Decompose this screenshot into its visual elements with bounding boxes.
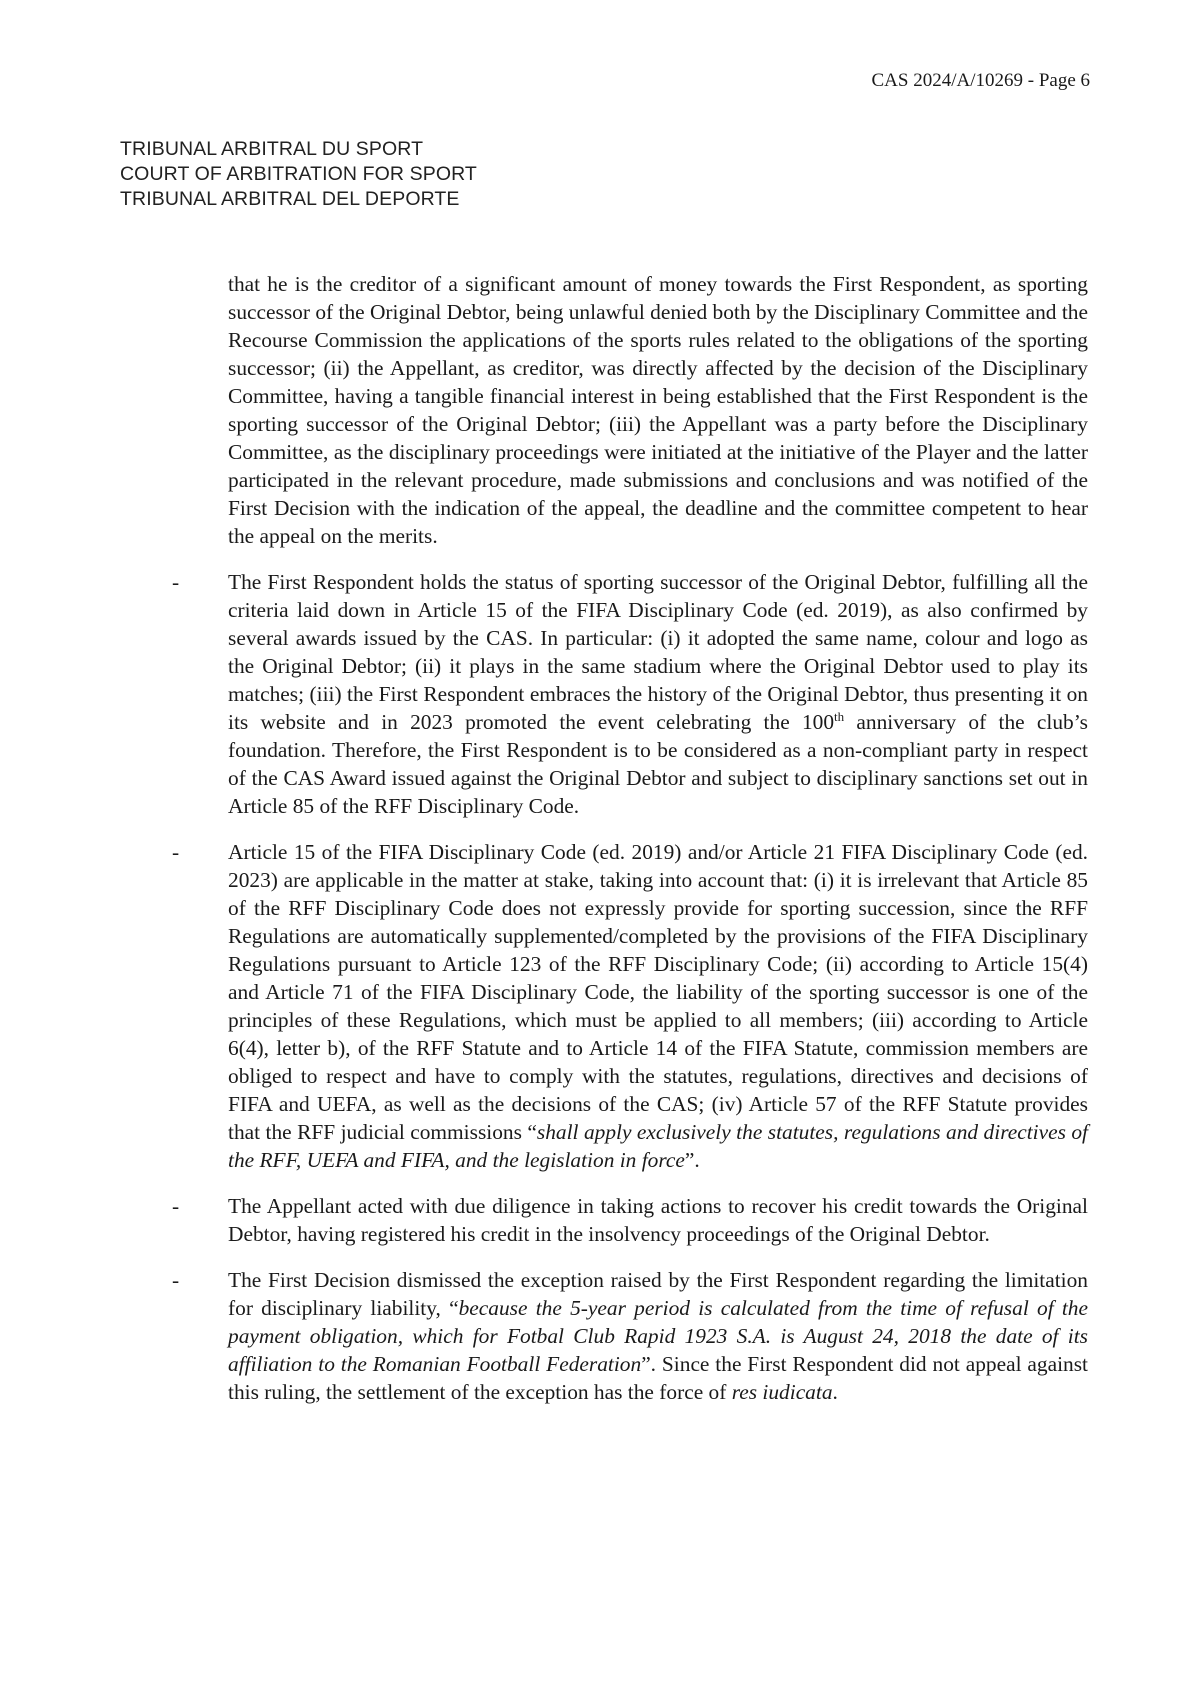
paragraph-text: anniversary of the club’s foundation. Therefore, the First Respondent is to be considered as a non-compliant party in respect of the CAS Award issued against the Original Debtor and subject to disciplinary sanctions set out in Article 85 of the RFF Disciplinary Code. xyxy=(228,710,1088,818)
bullet-dash: - xyxy=(172,840,180,864)
bullet-paragraph-first-decision xyxy=(172,1266,1088,1406)
letterhead-line-english: COURT OF ARBITRATION FOR SPORT xyxy=(120,163,477,185)
paragraph-text: The Appellant acted with due diligence in taking actions to recover his credit towards the Original Debtor, having registered his credit in the insolvency proceedings of the Original Debtor. xyxy=(228,1194,1088,1246)
letterhead-line-french: TRIBUNAL ARBITRAL DU SPORT xyxy=(120,138,424,160)
bullet-paragraph-due-diligence xyxy=(172,1192,1088,1248)
superscript: th xyxy=(834,708,845,724)
paragraph-text: ”. Since the First Respondent did not appeal against this ruling, the settlement of the exception has the force of xyxy=(228,1352,1088,1404)
bullet-dash: - xyxy=(172,1194,180,1218)
cas-letterhead xyxy=(120,137,477,212)
paragraph-text: The First Respondent holds the status of sporting successor of the Original Debtor, fulfilling all the criteria laid down in Article 15 of the FIFA Disciplinary Code (ed. 2019), as also confirmed by several awards issued by the CAS. In particular: (i) it adopted the same name, colour and logo as the Original Debtor; (ii) it plays in the same stadium where the Original Debtor used to play its matches; (iii) the First Respondent embraces the history of the Original Debtor, thus presenting it on its website and in 2023 promoted the event celebrating the 100 xyxy=(228,570,1088,734)
bullet-dash: - xyxy=(172,570,180,594)
paragraph-text: The First Decision dismissed the exception raised by the First Respondent regarding the limitation for disciplinary liability, “ xyxy=(228,1268,1088,1320)
bullet-dash: - xyxy=(172,1268,180,1292)
bullet-paragraph-sporting-successor xyxy=(172,568,1088,820)
paragraph-text: Article 15 of the FIFA Disciplinary Code (ed. 2019) and/or Article 21 FIFA Disciplinary Code (ed. 2023) are applicable in the matter at stake, taking into account that: (i) it is irrelevant that Article 85 of the RFF Disciplinary Code does not expressly provide for sporting succession, since the RFF Regulations are automatically supplemented/completed by the provisions of the FIFA Disciplinary Regulations pursuant to Article 123 of the RFF Disciplinary Code; (ii) according to Article 15(4) and Article 71 of the FIFA Disciplinary Code, the liability of the sporting successor is one of the principles of these Regulations, which must be applied to all members; (iii) according to Article 6(4), letter b), of the RFF Statute and to Article 14 of the FIFA Statute, commission members are obliged to respect and have to comply with the statutes, regulations, directives and decisions of FIFA and UEFA, as well as the decisions of the CAS; (iv) Article 57 of the RFF Statute provides that the RFF judicial commissions “ xyxy=(228,840,1088,1144)
bullet-paragraph-fifa-code xyxy=(172,838,1089,1174)
page-reference: CAS 2024/A/10269 - Page 6 xyxy=(871,70,1090,91)
letterhead-line-spanish: TRIBUNAL ARBITRAL DEL DEPORTE xyxy=(120,188,460,210)
paragraph-text: ”. xyxy=(684,1148,700,1172)
document-body xyxy=(172,270,1089,1424)
italic-term: res iudicata xyxy=(731,1380,833,1404)
paragraph-text: that he is the creditor of a significant amount of money towards the First Respondent, as sporting successor of the Original Debtor, being unlawful denied both by the Disciplinary Committee and the Recourse Commission the applications of the sports rules related to the obligations of the sporting successor; (ii) the Appellant, as creditor, was directly affected by the decision of the Disciplinary Committee, having a tangible financial interest in being established that the First Respondent is the sporting successor of the Original Debtor; (iii) the Appellant was a party before the Disciplinary Committee, as the disciplinary proceedings were initiated at the initiative of the Player and the latter participated in the relevant procedure, made submissions and conclusions and was notified of the First Decision with the indication of the appeal, the deadline and the committee competent to hear the appeal on the merits. xyxy=(228,272,1088,548)
italic-quote: because the 5-year period is calculated from the time of refusal of the payment obligation, which for Fotbal Club Rapid 1923 S.A. is August 24, 2018 the date of its affiliation to the Romanian Football Federation xyxy=(228,1296,1088,1376)
italic-quote: shall apply exclusively the statutes, regulations and directives of the RFF, UEFA and FIFA, and the legislation in force xyxy=(228,1120,1089,1172)
paragraph-continuation xyxy=(228,270,1088,550)
paragraph-text: . xyxy=(832,1380,838,1404)
